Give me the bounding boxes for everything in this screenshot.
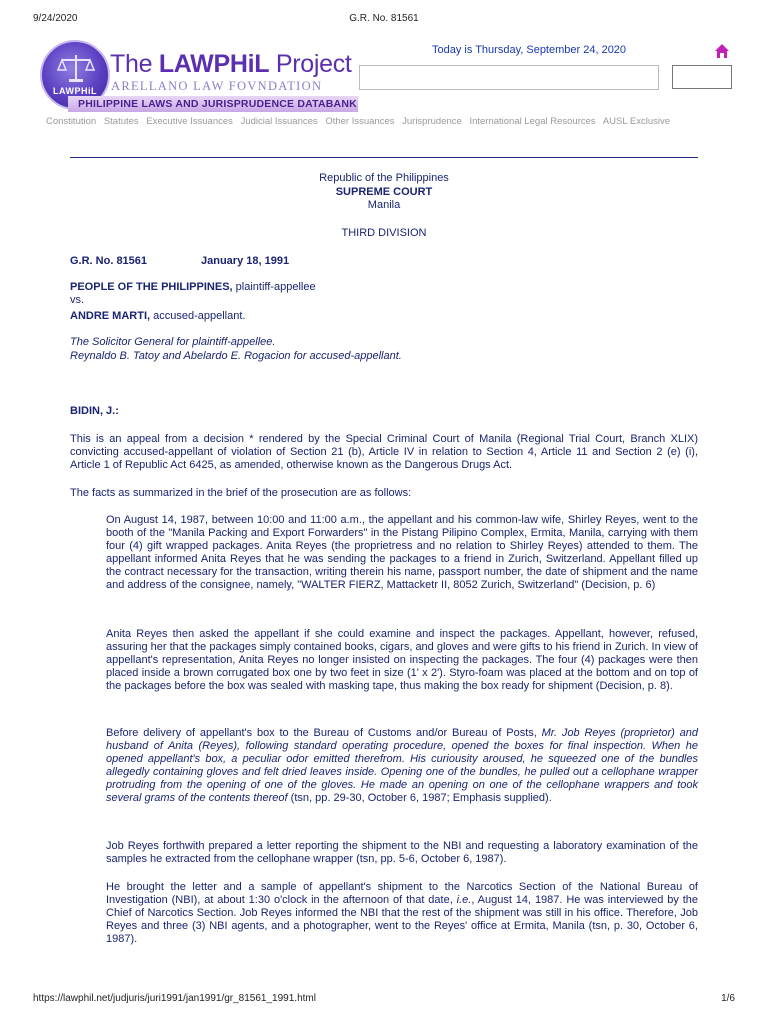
print-page-number: 1/6 bbox=[721, 993, 735, 1004]
party1-role: plaintiff-appellee bbox=[232, 281, 316, 293]
q3-tail: (tsn, pp. 29-30, October 6, 1987; Emphasis supplied). bbox=[287, 792, 552, 804]
site-title-suffix: Project bbox=[269, 50, 352, 78]
databank-label: PHILIPPINE LAWS AND JURISPRUDENCE DATABANK bbox=[78, 98, 357, 110]
party2-role: accused-appellant. bbox=[150, 310, 246, 322]
nav-item-other-issuances[interactable]: Other Issuances bbox=[325, 116, 395, 127]
ponente: BIDIN, J.: bbox=[70, 405, 119, 417]
division-name: THIRD DIVISION bbox=[341, 227, 427, 239]
case-number-line bbox=[70, 255, 698, 268]
versus: vs. bbox=[70, 294, 85, 306]
nav-item-judicial-issuances[interactable]: Judicial Issuances bbox=[240, 116, 318, 127]
republic-line: Republic of the Philippines bbox=[319, 172, 449, 184]
q5-ie: i.e. bbox=[456, 894, 472, 906]
nav-item-jurisprudence[interactable]: Jurisprudence bbox=[402, 116, 462, 127]
court-name: SUPREME COURT bbox=[335, 186, 433, 198]
main-nav bbox=[46, 116, 675, 127]
search-input[interactable] bbox=[359, 65, 659, 90]
print-date: 9/24/2020 bbox=[33, 13, 78, 24]
q5-lead: He brought the letter and a sample of appellant's shipment to the Narcotics Section of the National Bureau of Investigation (NBI), at about 1:30 o'clock in the afternoon of that date, bbox=[106, 881, 698, 906]
party2-name: ANDRE MARTI, bbox=[70, 310, 151, 322]
scales-of-justice-icon bbox=[56, 52, 96, 86]
q3-lead: Before delivery of appellant's box to the Bureau of Customs and/or Bureau of Posts, bbox=[106, 727, 542, 739]
logo-wordmark: LAWPHiL bbox=[53, 86, 97, 96]
print-url: https://lawphil.net/judjuris/juri1991/jan1991/gr_81561_1991.html bbox=[33, 993, 316, 1004]
decision-date: January 18, 1991 bbox=[201, 255, 290, 267]
nav-item-executive-issuances[interactable]: Executive Issuances bbox=[146, 116, 233, 127]
print-title: G.R. No. 81561 bbox=[349, 13, 419, 24]
nav-item-constitution[interactable]: Constitution bbox=[46, 116, 97, 127]
counsel-appellant: Reynaldo B. Tatoy and Abelardo E. Rogacion for accused-appellant. bbox=[70, 350, 402, 362]
foundation-name: ARELLANO LAW FOVNDATION bbox=[111, 79, 323, 93]
header-divider bbox=[70, 157, 698, 158]
site-title-prefix: The bbox=[110, 50, 159, 78]
quoted-paragraph-5 bbox=[106, 881, 698, 946]
party-appellee bbox=[70, 281, 698, 294]
home-icon[interactable] bbox=[714, 43, 730, 59]
quoted-paragraph-1: On August 14, 1987, between 10:00 and 11:00 a.m., the appellant and his common-law wife, Shirley Reyes, went to the booth of the "Manila Packing and Export Forwarders" in the Pistang Pilipino Complex, Ermita, Manila, carrying with them four (4) gift wrapped packages. Anita Reyes (the proprietress and no relation to Shirley Reyes) attended to them. The appellant informed Anita Reyes that he was sending the packages to a friend in Zurich, Switzerland. Appellant filled up the contract necessary for the transaction, writing therein his name, passport number, the date of shipment and the name and address of the consignee, namely, "WALTER FIERZ, Mattacketr II, 8052 Zurich, Switzerland" (Decision, p. 6) bbox=[106, 514, 698, 591]
paragraph-facts-lead: The facts as summarized in the brief of the prosecution are as follows: bbox=[70, 487, 412, 499]
q5-tail: , August 14, 1987. He was interviewed by the Chief of Narcotics Section. Job Reyes informed the NBI that the rest of the shipment was still in his office. Therefore, Job Reyes and three (3) NBI agents, and a photographer, went to the Reyes' office at Ermita, Manila (tsn, p. 30, October 6, 1987). bbox=[106, 894, 698, 945]
party-appellant bbox=[70, 310, 698, 323]
quoted-paragraph-2: Anita Reyes then asked the appellant if she could examine and inspect the packages. Appellant, however, refused, assuring her that the packages simply contained books, cigars, and gloves and were gifts to his friend in Zurich. In view of appellant's representation, Anita Reyes no longer insisted on inspecting the packages. The four (4) packages were then placed inside a brown corrugated box one by two feet in size (1' x 2'). Styro-foam was placed at the bottom and on top of the packages before the box was sealed with masking tape, thus making the box ready for shipment (Decision, p. 8). bbox=[106, 628, 698, 692]
nav-item-ausl-exclusive[interactable]: AUSL Exclusive bbox=[602, 116, 671, 127]
quoted-paragraph-4: Job Reyes forthwith prepared a letter reporting the shipment to the NBI and requesting a laboratory examination of the samples he extracted from the cellophane wrapper (tsn, pp. 5-6, October 6, 1987). bbox=[106, 840, 698, 865]
q3-emphasis: Mr. Job Reyes (proprietor) and husband of Anita (Reyes), following standard operating procedure, opened the boxes for final inspection. When he opened appellant's box, a peculiar odor emitted therefrom. His curiousity aroused, he squeezed one of the bundles allegedly containing gloves and felt dried leaves inside. Opening one of the bundles, he pulled out a cellophane wrapper protruding from the opening of one of the gloves. He made an opening on one of the cellophane wrappers and took several grams of the contents thereof bbox=[106, 727, 699, 804]
search-button[interactable] bbox=[672, 65, 732, 89]
paragraph-intro: This is an appeal from a decision * rendered by the Special Criminal Court of Manila (Regional Trial Court, Branch XLIX) convicting accused-appellant of violation of Section 21 (b), Article IV in relation to Section 4, Article 11 and Section 2 (e) (i), Article 1 of Republic Act 6425, as amended, otherwise known as the Dangerous Drugs Act. bbox=[70, 433, 698, 471]
today-date: Today is Thursday, September 24, 2020 bbox=[432, 44, 627, 56]
quoted-paragraph-3 bbox=[106, 727, 698, 805]
site-title-brand: LAWPHiL bbox=[158, 50, 270, 78]
nav-item-statutes[interactable]: Statutes bbox=[103, 116, 139, 127]
gr-number: G.R. No. 81561 bbox=[70, 255, 148, 267]
court-city: Manila bbox=[367, 199, 401, 211]
site-title[interactable] bbox=[110, 50, 352, 79]
counsel-appellee: The Solicitor General for plaintiff-appellee. bbox=[70, 336, 276, 348]
nav-item-international-legal-resources[interactable]: International Legal Resources bbox=[469, 116, 596, 127]
party1-name: PEOPLE OF THE PHILIPPINES, bbox=[70, 281, 233, 293]
